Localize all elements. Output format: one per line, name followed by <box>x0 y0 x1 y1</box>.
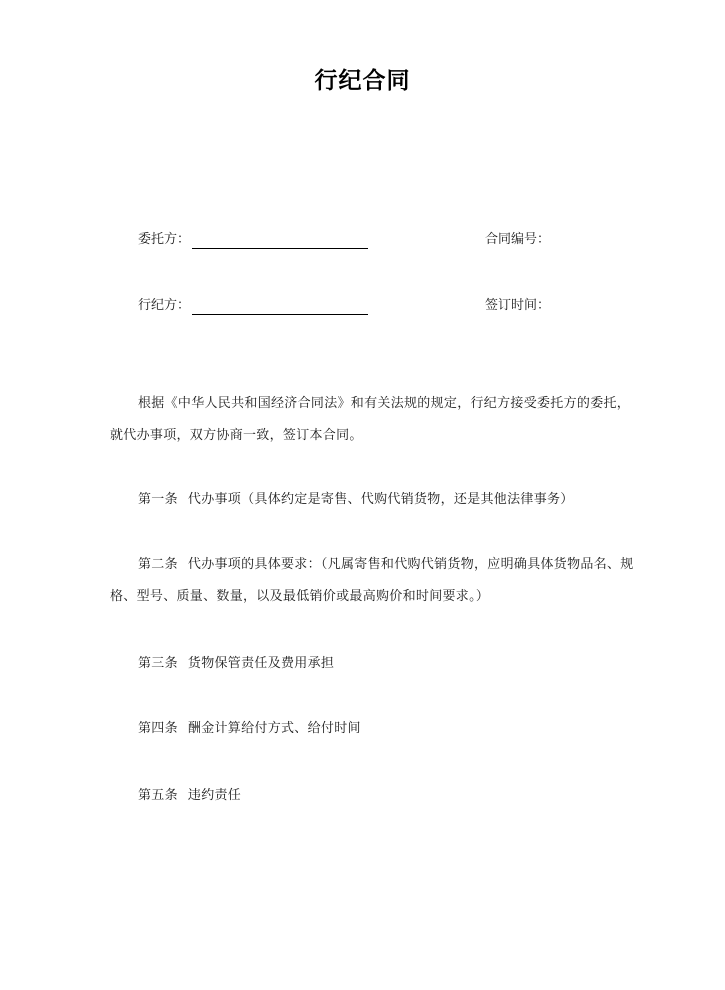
clause-number: 第二条 <box>138 557 178 572</box>
contract-no-field <box>485 231 550 249</box>
agent-label: 行纪方： <box>138 298 191 313</box>
document-title: 行纪合同 <box>314 68 411 94</box>
clause-text: 违约责任 <box>187 788 242 803</box>
clause-text: 代办事项（具体约定是寄售、代购代销货物，还是其他法律事务） <box>187 492 574 507</box>
sign-time-field <box>485 297 550 315</box>
clause-1 <box>138 491 574 509</box>
agent-field <box>138 297 368 315</box>
clause-text: 货物保管责任及费用承担 <box>187 656 335 671</box>
clause-number: 第三条 <box>138 656 178 671</box>
clause-4 <box>138 720 361 738</box>
clause-text: 酬金计算给付方式、给付时间 <box>187 721 361 736</box>
sign-time-label: 签订时间： <box>485 298 551 313</box>
agent-blank-line <box>192 300 368 315</box>
client-label: 委托方： <box>138 232 191 247</box>
clause-number: 第四条 <box>138 721 178 736</box>
preamble-paragraph: 根据《中华人民共和国经济合同法》和有关法规的规定，行纪方接受委托方的委托，就代办事项，双方协商一致，签订本合同。 <box>110 396 631 443</box>
clause-text: 代办事项的具体要求：（凡属寄售和代购代销货物，应明确具体货物品名、规格、型号、质量、数量，以及最低销价或最高购价和时间要求。） <box>110 557 634 604</box>
contract-no-label: 合同编号： <box>485 232 551 247</box>
client-blank-line <box>192 234 368 249</box>
clause-number: 第一条 <box>138 492 178 507</box>
clause-number: 第五条 <box>138 788 178 803</box>
client-field <box>138 231 368 249</box>
clause-2 <box>110 549 640 613</box>
clause-3 <box>138 655 334 673</box>
clause-5 <box>138 787 241 805</box>
